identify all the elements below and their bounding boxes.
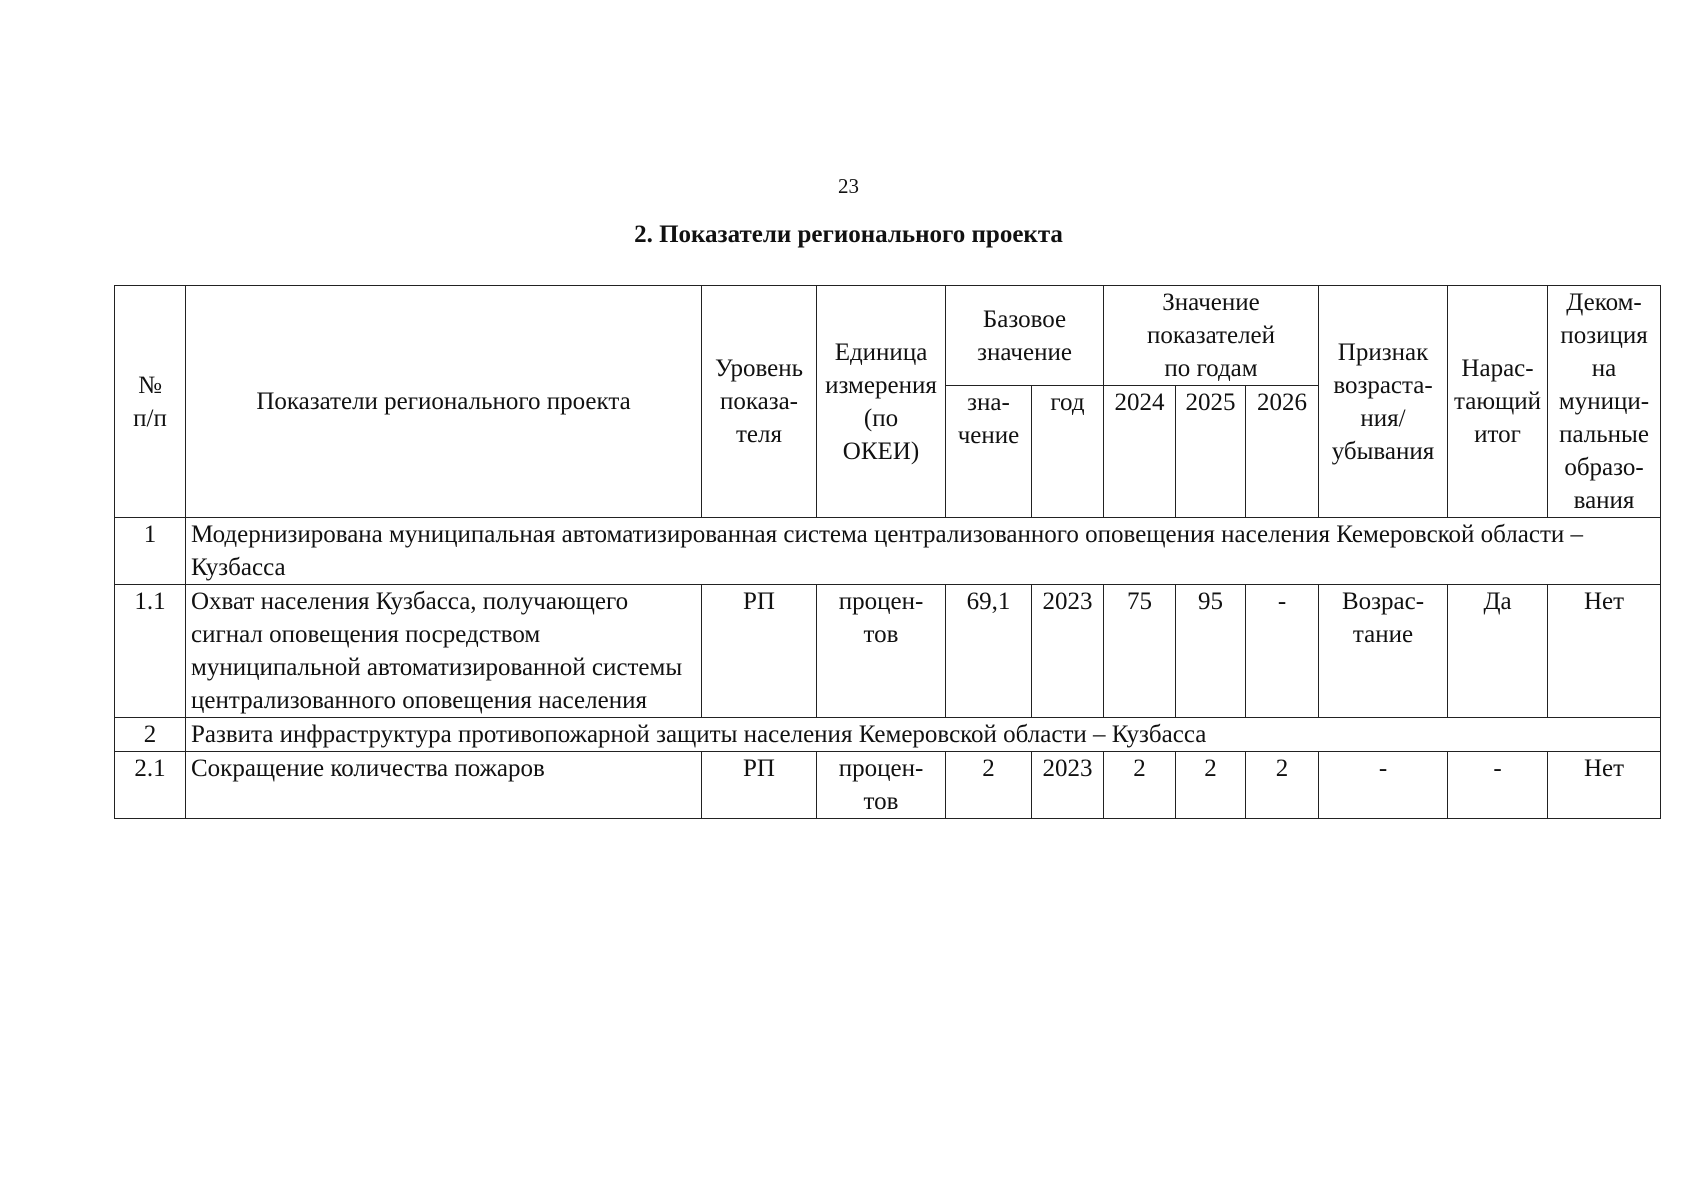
table-header — [115, 286, 1661, 518]
row-base-value: 2 — [946, 752, 1032, 819]
table-row — [115, 752, 1661, 819]
section-title: 2. Показатели регионального проекта — [634, 221, 1063, 248]
header-base-value — [946, 386, 1032, 518]
header-cumulative-line: тающий — [1454, 388, 1542, 415]
header-year-2024: 2024 — [1104, 386, 1176, 518]
row-unit-line: тов — [863, 788, 899, 815]
row-level: РП — [702, 752, 817, 819]
header-by-years-line: показателей — [1146, 322, 1276, 349]
section-row — [115, 518, 1661, 585]
row-cumulative: Да — [1448, 585, 1548, 718]
header-sign-line: ния/ — [1360, 404, 1406, 432]
row-value-2025: 95 — [1176, 585, 1246, 718]
header-sign-line: Признак — [1337, 338, 1429, 366]
header-by-years-line: по годам — [1164, 355, 1258, 382]
header-num — [115, 286, 186, 518]
header-level-line: Уровень — [714, 355, 804, 382]
row-base-year: 2023 — [1032, 585, 1104, 718]
indicators-table — [114, 285, 1661, 819]
header-base-value-line: чение — [957, 422, 1020, 449]
row-unit — [817, 585, 946, 718]
row-indicator-name: Сокращение количества пожаров — [186, 752, 702, 819]
header-cumulative-line: итог — [1474, 421, 1521, 448]
row-unit-line: процен- — [838, 755, 924, 782]
header-base-value-line: зна- — [967, 389, 1010, 416]
section-num: 2 — [115, 718, 186, 752]
row-decomp: Нет — [1548, 585, 1661, 718]
row-unit — [817, 752, 946, 819]
row-value-2024: 2 — [1104, 752, 1176, 819]
row-value-2026: 2 — [1246, 752, 1319, 819]
section-row — [115, 718, 1661, 752]
header-sign-line: убывания — [1331, 437, 1435, 465]
header-by-years — [1104, 286, 1319, 386]
row-base-year: 2023 — [1032, 752, 1104, 819]
header-decomp-line: позиция — [1560, 322, 1648, 349]
row-sign-line: - — [1378, 755, 1388, 782]
header-decomp-line: муници- — [1558, 388, 1650, 415]
table-body — [115, 518, 1661, 819]
header-unit — [817, 286, 946, 518]
header-level-line: показа- — [719, 388, 799, 415]
header-year-2025: 2025 — [1176, 386, 1246, 518]
header-decomp-line: пальные — [1559, 421, 1649, 448]
row-value-2025: 2 — [1176, 752, 1246, 819]
header-sign — [1319, 286, 1448, 518]
page-number: 23 — [838, 174, 859, 198]
row-value-2026: - — [1246, 585, 1319, 718]
header-decomp-line: на — [1591, 355, 1617, 382]
header-unit-line: измерения — [825, 371, 937, 399]
header-indicators: Показатели регионального проекта — [186, 286, 702, 518]
row-unit-line: процен- — [838, 588, 924, 615]
row-base-value: 69,1 — [946, 585, 1032, 718]
row-sign-line: Возрас- — [1341, 588, 1425, 615]
header-cumulative-line: Нарас- — [1461, 355, 1534, 382]
header-year-2026: 2026 — [1246, 386, 1319, 518]
header-base-line: значение — [977, 338, 1072, 366]
row-num: 1.1 — [115, 585, 186, 718]
row-cumulative: - — [1448, 752, 1548, 819]
header-sign-line: возраста- — [1333, 371, 1433, 399]
header-level — [702, 286, 817, 518]
header-num-line: п/п — [133, 404, 167, 432]
header-unit-line: (по — [863, 404, 899, 432]
section-title-cell: Модернизирована муниципальная автоматизированная система централизованного оповещения населения Кемеровской области – Кузбасса — [186, 518, 1661, 585]
header-decomp-line: вания — [1573, 487, 1635, 514]
table-row — [115, 585, 1661, 718]
row-sign — [1319, 752, 1448, 819]
header-level-line: теля — [736, 421, 782, 448]
section-num: 1 — [115, 518, 186, 585]
row-decomp: Нет — [1548, 752, 1661, 819]
header-decomp-line: Деком- — [1566, 289, 1642, 316]
row-level: РП — [702, 585, 817, 718]
section-title-cell: Развита инфраструктура противопожарной защиты населения Кемеровской области – Кузбасса — [186, 718, 1661, 752]
header-by-years-line: Значение — [1162, 289, 1260, 316]
header-unit-line: Единица — [834, 338, 928, 366]
header-decomp-line: образо- — [1564, 454, 1644, 481]
header-base-year: год — [1032, 386, 1104, 518]
header-decomp — [1548, 286, 1661, 518]
row-unit-line: тов — [863, 621, 899, 648]
header-cumulative — [1448, 286, 1548, 518]
header-base — [946, 286, 1104, 386]
header-num-line: № — [138, 371, 162, 399]
header-base-line: Базовое — [982, 305, 1067, 333]
row-num: 2.1 — [115, 752, 186, 819]
row-indicator-name: Охват населения Кузбасса, получающего сигнал оповещения посредством муниципальной автоматизированной системы централизованного оповещения населения — [186, 585, 702, 718]
row-value-2024: 75 — [1104, 585, 1176, 718]
row-sign — [1319, 585, 1448, 718]
header-unit-line: ОКЕИ) — [842, 437, 920, 465]
row-sign-line: тание — [1352, 621, 1414, 648]
